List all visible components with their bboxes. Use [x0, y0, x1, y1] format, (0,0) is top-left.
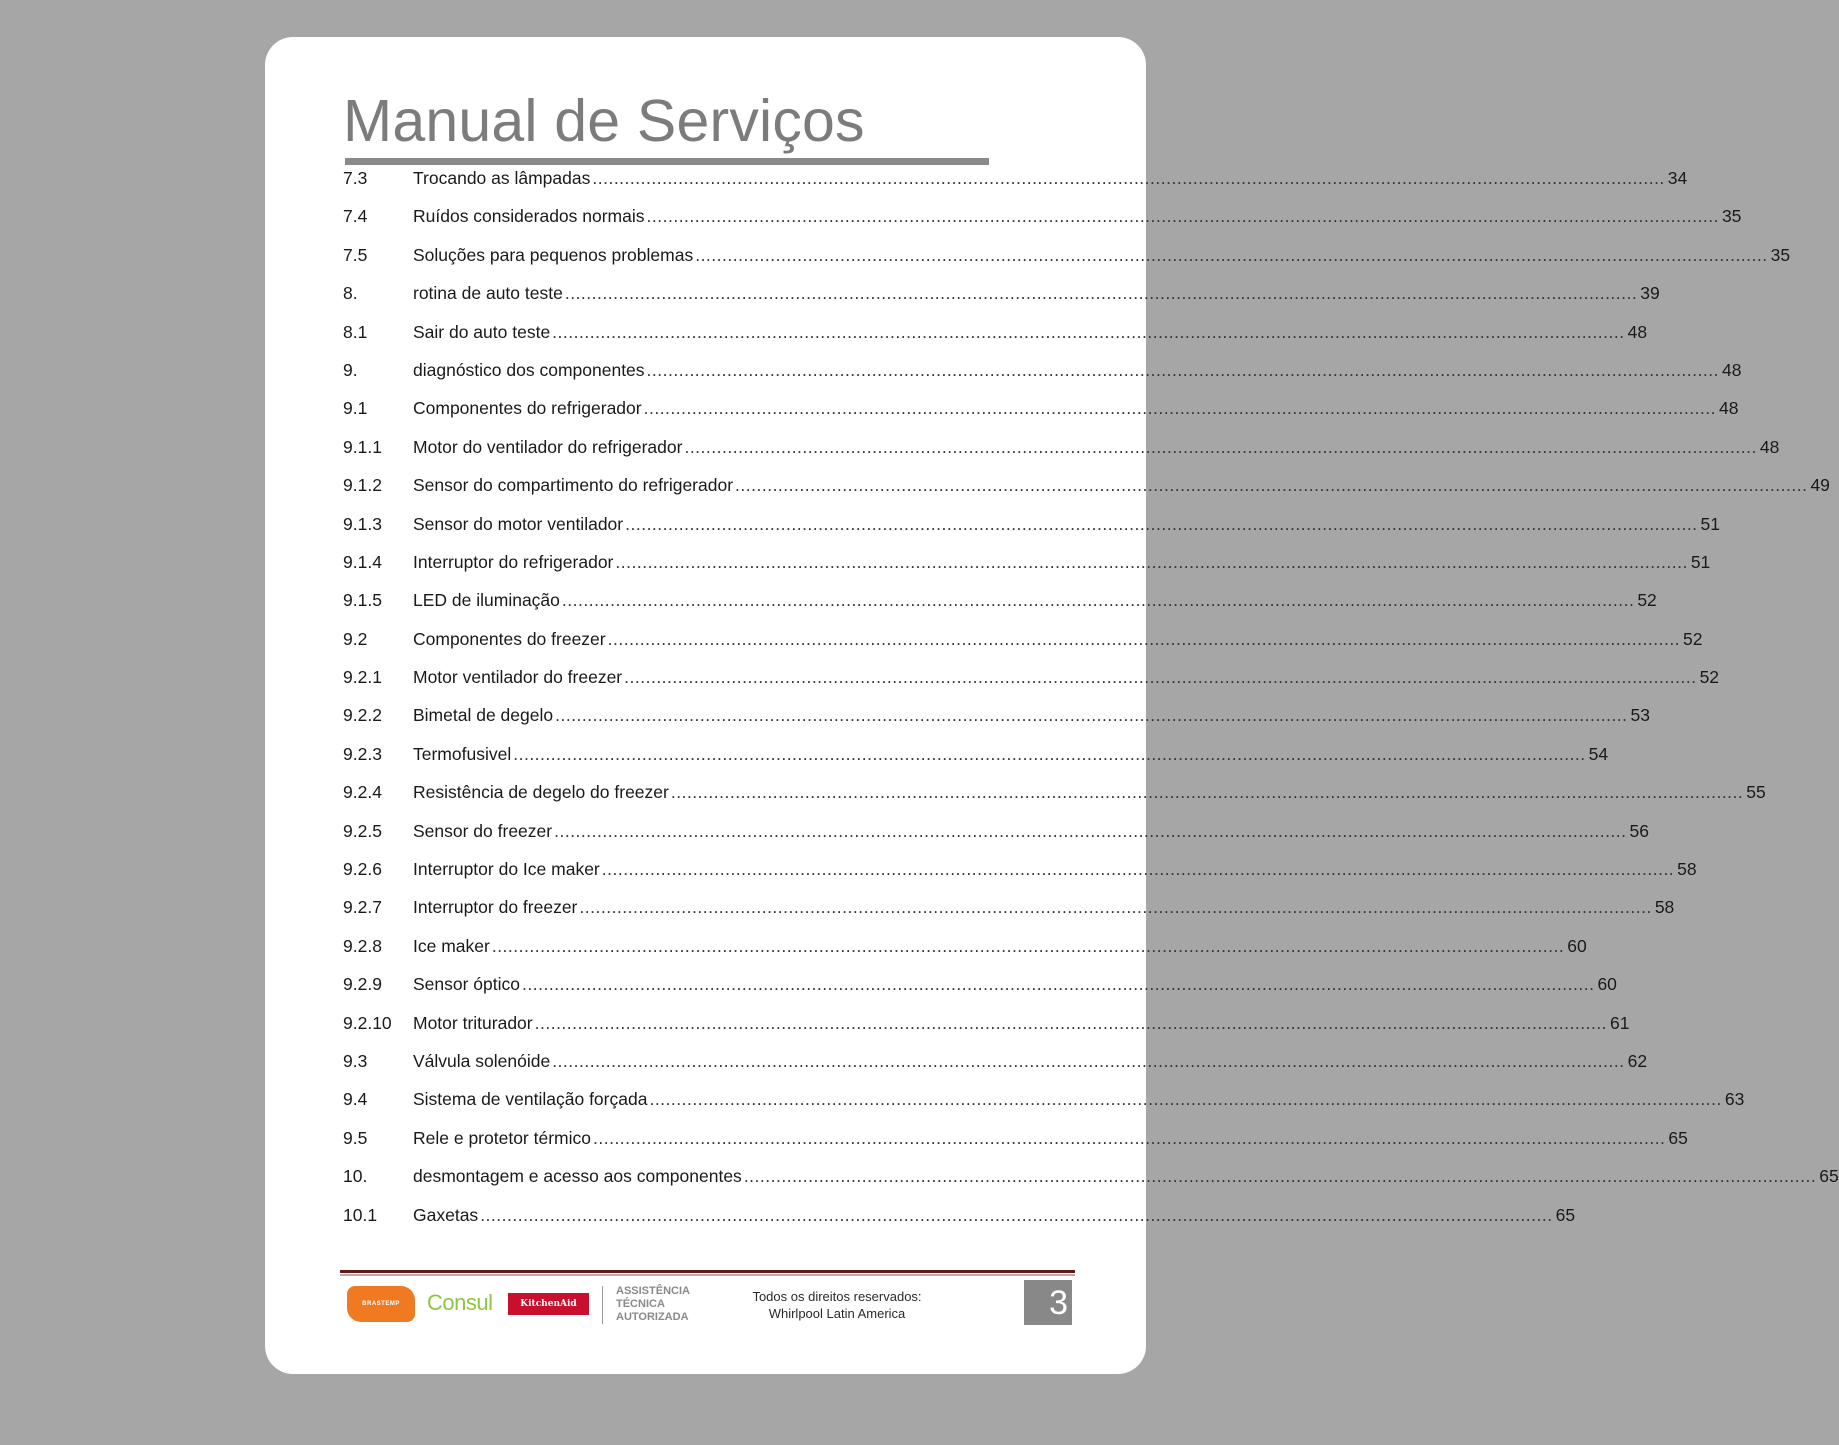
- toc-section-title: Componentes do freezer: [413, 628, 606, 649]
- toc-page-number: 55: [1746, 782, 1766, 803]
- toc-section-title: Motor ventilador do freezer: [413, 667, 623, 688]
- toc-entry[interactable]: [343, 658, 1720, 696]
- page-title: Manual de Serviços: [343, 88, 865, 154]
- toc-page-number: 60: [1597, 974, 1617, 995]
- toc-page-number: 65: [1668, 1127, 1688, 1148]
- toc-section-number: 9.2.5: [343, 820, 382, 841]
- toc-section-number: 8.1: [343, 321, 368, 342]
- toc-page-number: 56: [1629, 820, 1649, 841]
- toc-page-number: 48: [1759, 436, 1780, 457]
- toc-leader-dots: ........................................................................................................................................................................................................: [564, 283, 1638, 304]
- toc-entry[interactable]: [343, 1157, 1839, 1195]
- toc-entry[interactable]: [343, 351, 1742, 389]
- toc-section-number: 9.2.6: [343, 859, 382, 880]
- toc-entry[interactable]: [343, 274, 1660, 312]
- toc-entry[interactable]: [343, 812, 1649, 850]
- footer-divider-accent: [340, 1274, 1075, 1276]
- toc-section-number: 9.1.4: [343, 551, 382, 572]
- toc-entry[interactable]: [343, 773, 1766, 811]
- toc-section-title: Ice maker: [413, 935, 490, 956]
- toc-section-number: 9.1.2: [343, 475, 382, 496]
- document-page: [265, 37, 1839, 1374]
- toc-section-title: Soluções para pequenos problemas: [413, 244, 694, 265]
- toc-leader-dots: ........................................................................................................................................................................................................: [601, 859, 1675, 880]
- toc-section-number: 9.2.2: [343, 705, 382, 726]
- toc-section-number: 9.4: [343, 1089, 368, 1110]
- toc-leader-dots: ........................................................................................................................................................................................................: [625, 513, 1698, 534]
- toc-leader-dots: ........................................................................................................................................................................................................: [670, 782, 1744, 803]
- toc-section-title: Sensor do freezer: [413, 820, 553, 841]
- toc-section-number: 8.: [343, 283, 358, 304]
- toc-section-title: Bimetal de degelo: [413, 705, 554, 726]
- table-of-contents: [343, 159, 1839, 1234]
- toc-section-number: 9.2.10: [343, 1012, 392, 1033]
- toc-section-number: 9.2.4: [343, 782, 382, 803]
- toc-section-title: Resistência de degelo do freezer: [413, 782, 669, 803]
- toc-entry[interactable]: [343, 1042, 1648, 1080]
- toc-page-number: 35: [1721, 206, 1742, 227]
- toc-leader-dots: ........................................................................................................................................................................................................: [554, 820, 1627, 841]
- toc-page-number: 51: [1700, 513, 1721, 534]
- toc-section-title: diagnóstico dos componentes: [413, 359, 645, 380]
- toc-leader-dots: ........................................................................................................................................................................................................: [534, 1012, 1608, 1033]
- toc-entry[interactable]: [343, 543, 1711, 581]
- toc-page-number: 58: [1654, 897, 1675, 918]
- toc-entry[interactable]: [343, 696, 1650, 734]
- toc-entry[interactable]: [343, 159, 1688, 197]
- toc-page-number: 63: [1724, 1089, 1745, 1110]
- toc-section-title: Interruptor do Ice maker: [413, 859, 600, 880]
- toc-entry[interactable]: [343, 1080, 1745, 1118]
- toc-section-title: Ruídos considerados normais: [413, 206, 645, 227]
- toc-section-number: 9.2.3: [343, 743, 382, 764]
- toc-section-number: 9.2.7: [343, 897, 382, 918]
- toc-section-number: 9.3: [343, 1050, 368, 1071]
- toc-section-number: 9.1.1: [343, 436, 382, 457]
- toc-leader-dots: ........................................................................................................................................................................................................: [624, 667, 1697, 688]
- toc-leader-dots: ........................................................................................................................................................................................................: [646, 359, 1719, 380]
- toc-section-number: 9.1.3: [343, 513, 382, 534]
- authorized-service-label: [616, 1285, 706, 1324]
- copyright-line: Whirlpool Latin America: [768, 1306, 906, 1321]
- toc-section-title: Interruptor do refrigerador: [413, 551, 614, 572]
- toc-page-number: 65: [1819, 1166, 1839, 1187]
- toc-entry[interactable]: [343, 428, 1780, 466]
- toc-section-title: LED de iluminação: [413, 590, 560, 611]
- toc-entry[interactable]: [343, 1196, 1576, 1234]
- toc-entry[interactable]: [343, 389, 1739, 427]
- toc-entry[interactable]: [343, 735, 1609, 773]
- toc-leader-dots: ........................................................................................................................................................................................................: [592, 168, 1665, 188]
- copyright-notice: [727, 1288, 947, 1322]
- toc-leader-dots: ........................................................................................................................................................................................................: [607, 628, 1681, 649]
- toc-entry[interactable]: [343, 1119, 1688, 1157]
- toc-leader-dots: ........................................................................................................................................................................................................: [513, 743, 1586, 764]
- toc-section-title: Gaxetas: [413, 1204, 479, 1225]
- toc-leader-dots: ........................................................................................................................................................................................................: [579, 897, 1652, 918]
- toc-section-number: 7.4: [343, 206, 368, 227]
- authorized-service-line: ASSISTÊNCIA: [616, 1285, 690, 1297]
- toc-section-number: 9.1: [343, 398, 368, 419]
- toc-entry[interactable]: [343, 581, 1657, 619]
- logo-separator: [602, 1286, 603, 1324]
- toc-section-number: 9.2.8: [343, 935, 382, 956]
- toc-leader-dots: ........................................................................................................................................................................................................: [552, 1050, 1625, 1071]
- toc-section-number: 10.1: [343, 1204, 378, 1225]
- toc-section-number: 7.5: [343, 244, 368, 265]
- toc-leader-dots: ........................................................................................................................................................................................................: [743, 1166, 1817, 1187]
- toc-section-title: Sensor do motor ventilador: [413, 513, 624, 534]
- toc-section-title: Rele e protetor térmico: [413, 1127, 591, 1148]
- toc-entry[interactable]: [343, 888, 1675, 926]
- toc-page-number: 51: [1690, 551, 1711, 572]
- toc-entry[interactable]: [343, 505, 1721, 543]
- toc-leader-dots: ........................................................................................................................................................................................................: [615, 551, 1688, 572]
- toc-page-number: 48: [1719, 398, 1739, 419]
- toc-page-number: 39: [1640, 283, 1660, 304]
- authorized-service-line: TÉCNICA: [616, 1298, 665, 1310]
- toc-entry[interactable]: [343, 313, 1648, 351]
- toc-entry[interactable]: [343, 850, 1697, 888]
- toc-section-title: Interruptor do freezer: [413, 897, 578, 918]
- toc-leader-dots: ........................................................................................................................................................................................................: [552, 321, 1625, 342]
- toc-leader-dots: ........................................................................................................................................................................................................: [646, 206, 1719, 227]
- toc-entry[interactable]: [343, 197, 1742, 235]
- toc-section-number: 9.2: [343, 628, 368, 649]
- toc-leader-dots: ........................................................................................................................................................................................................: [684, 436, 1757, 457]
- toc-leader-dots: ........................................................................................................................................................................................................: [480, 1204, 1553, 1225]
- toc-leader-dots: ........................................................................................................................................................................................................: [491, 935, 1565, 956]
- toc-section-title: Componentes do refrigerador: [413, 398, 642, 419]
- toc-entry[interactable]: [343, 1004, 1630, 1042]
- toc-section-title: Sensor óptico: [413, 974, 521, 995]
- toc-leader-dots: ........................................................................................................................................................................................................: [561, 590, 1635, 611]
- toc-section-number: 9.: [343, 359, 358, 380]
- toc-section-number: 10.: [343, 1166, 368, 1187]
- toc-page-number: 52: [1699, 667, 1720, 688]
- toc-page-number: 53: [1630, 705, 1650, 726]
- toc-section-number: 9.2.1: [343, 667, 382, 688]
- kitchenaid-logo: KitchenAid: [508, 1293, 589, 1315]
- toc-entry[interactable]: [343, 927, 1587, 965]
- page-number-badge: 3: [1024, 1280, 1072, 1325]
- toc-page-number: 54: [1588, 743, 1609, 764]
- toc-leader-dots: ........................................................................................................................................................................................................: [695, 244, 1768, 265]
- authorized-service-line: AUTORIZADA: [616, 1311, 689, 1323]
- toc-section-title: Motor triturador: [413, 1012, 533, 1033]
- toc-leader-dots: ........................................................................................................................................................................................................: [649, 1089, 1722, 1110]
- toc-page-number: 65: [1555, 1204, 1576, 1225]
- toc-section-title: Sensor do compartimento do refrigerador: [413, 475, 734, 496]
- toc-section-title: Termofusivel: [413, 743, 512, 764]
- toc-page-number: 60: [1567, 935, 1587, 956]
- toc-section-number: 9.2.9: [343, 974, 382, 995]
- toc-entry[interactable]: [343, 620, 1703, 658]
- toc-page-number: 49: [1810, 475, 1830, 496]
- toc-page-number: 48: [1627, 321, 1648, 342]
- toc-leader-dots: ........................................................................................................................................................................................................: [555, 705, 1628, 726]
- toc-section-title: Motor do ventilador do refrigerador: [413, 436, 683, 457]
- toc-section-number: 9.5: [343, 1127, 368, 1148]
- toc-section-title: Sistema de ventilação forçada: [413, 1089, 648, 1110]
- toc-section-title: desmontagem e acesso aos componentes: [413, 1166, 742, 1187]
- consul-logo: Consul: [427, 1290, 493, 1315]
- toc-section-number: 7.3: [343, 168, 368, 188]
- toc-leader-dots: ........................................................................................................................................................................................................: [593, 1127, 1666, 1148]
- toc-leader-dots: ........................................................................................................................................................................................................: [643, 398, 1717, 419]
- toc-page-number: 35: [1770, 244, 1791, 265]
- toc-page-number: 61: [1610, 1012, 1630, 1033]
- copyright-line: Todos os direitos reservados:: [752, 1289, 922, 1304]
- toc-page-number: 48: [1721, 359, 1742, 380]
- toc-section-number: 9.1.5: [343, 590, 382, 611]
- toc-page-number: 62: [1627, 1050, 1648, 1071]
- toc-leader-dots: ........................................................................................................................................................................................................: [522, 974, 1595, 995]
- toc-section-title: Trocando as lâmpadas: [413, 168, 591, 188]
- toc-entry[interactable]: [343, 236, 1791, 274]
- toc-section-title: Sair do auto teste: [413, 321, 551, 342]
- toc-page-number: 34: [1667, 168, 1688, 188]
- toc-section-title: rotina de auto teste: [413, 283, 563, 304]
- brastemp-logo: BRASTEMP: [347, 1286, 415, 1322]
- toc-page-number: 58: [1677, 859, 1697, 880]
- toc-section-title: Válvula solenóide: [413, 1050, 551, 1071]
- toc-leader-dots: ........................................................................................................................................................................................................: [735, 475, 1808, 496]
- toc-entry[interactable]: [343, 466, 1830, 504]
- toc-entry[interactable]: [343, 965, 1617, 1003]
- toc-page-number: 52: [1683, 628, 1703, 649]
- footer-divider: [340, 1270, 1075, 1273]
- toc-page-number: 52: [1637, 590, 1657, 611]
